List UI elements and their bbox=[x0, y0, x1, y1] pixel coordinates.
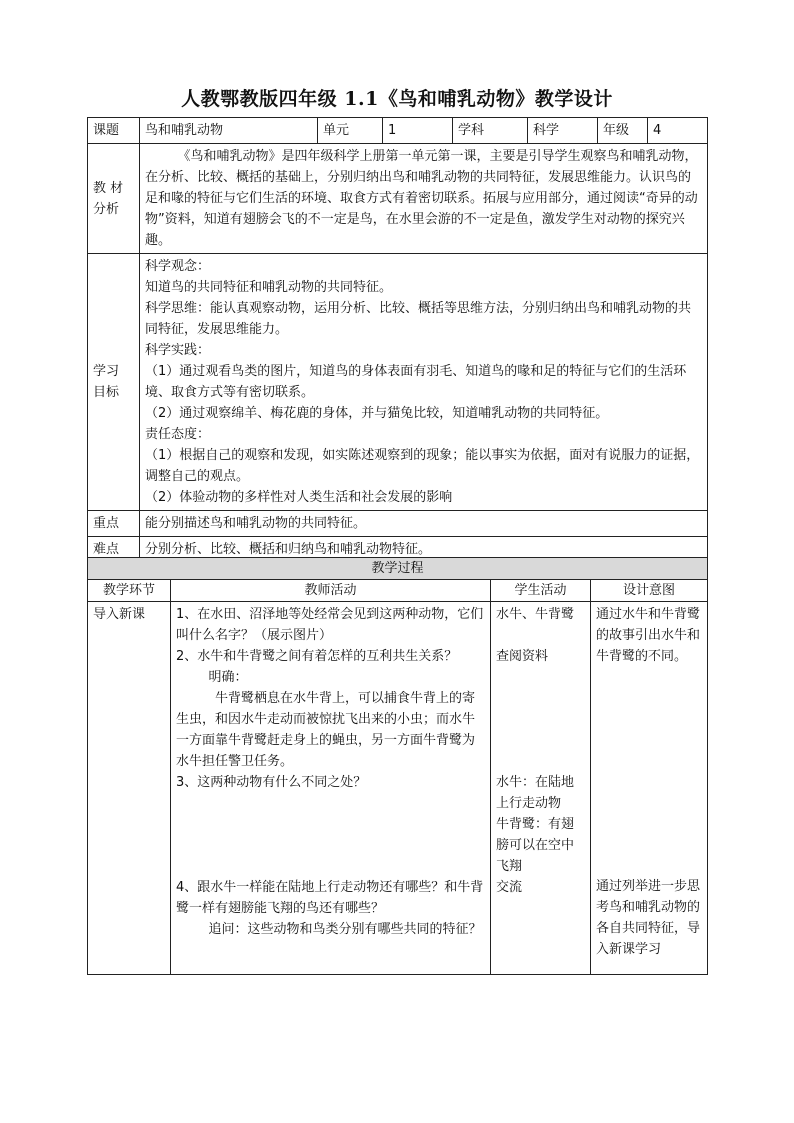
subject-value: 科学 bbox=[528, 118, 598, 144]
keypoint-label: 重点 bbox=[88, 511, 140, 537]
process-header-row bbox=[88, 580, 708, 602]
teacher-q4: 4、跟水牛一样能在陆地上行走动物还有哪些？和牛背鹭一样有翅膀能飞翔的鸟还有哪些？ bbox=[176, 880, 484, 916]
process-section-title: 教学过程 bbox=[88, 558, 708, 580]
objective-line: 科学观念： bbox=[145, 259, 211, 274]
objective-line: 科学实践： bbox=[145, 343, 211, 358]
unit-value: 1 bbox=[383, 118, 453, 144]
objective-line: （1）根据自己的观察和发现，如实陈述观察到的现象；能以事实为依据，面对有说服力的证据，调整自己的观点。 bbox=[145, 448, 700, 484]
teacher-activity-cell bbox=[171, 602, 491, 975]
keypoint-text: 能分别描述鸟和哺乳动物的共同特征。 bbox=[140, 511, 708, 537]
document-title: 人教鄂教版四年级 1.1《鸟和哺乳动物》教学设计 bbox=[181, 88, 613, 110]
header-intent: 设计意图 bbox=[591, 580, 708, 602]
grade-label: 年级 bbox=[598, 118, 648, 144]
info-row bbox=[88, 118, 708, 144]
analysis-row bbox=[88, 144, 708, 254]
teacher-q2-answer: 牛背鹭栖息在水牛背上，可以捕食牛背上的寄生虫，和因水牛走动而被惊扰飞出来的小虫；而水牛一方面靠牛背鹭赶走身上的蝇虫，另一方面牛背鹭为水牛担任警卫任务。 bbox=[176, 691, 476, 769]
objective-line: （1）通过观看鸟类的图片，知道鸟的身体表面有羽毛、知道鸟的喙和足的特征与它们的生活环境、取食方式等有密切联系。 bbox=[145, 364, 687, 400]
student-s4: 交流 bbox=[496, 880, 523, 895]
subject-label: 学科 bbox=[453, 118, 528, 144]
teacher-q2: 2、水牛和牛背鹭之间有着怎样的互利共生关系？ bbox=[176, 649, 458, 664]
header-teacher: 教师活动 bbox=[171, 580, 491, 602]
topic-label: 课题 bbox=[88, 118, 140, 144]
objectives-row bbox=[88, 254, 708, 511]
objectives-cell bbox=[140, 254, 708, 511]
objective-line: 知道鸟的共同特征和哺乳动物的共同特征。 bbox=[145, 280, 393, 295]
student-activity-cell bbox=[491, 602, 591, 975]
analysis-label bbox=[88, 144, 140, 254]
stage-cell: 导入新课 bbox=[88, 602, 171, 975]
lesson-info-table bbox=[87, 117, 708, 563]
unit-label: 单元 bbox=[318, 118, 383, 144]
objective-line: （2）体验动物的多样性对人类生活和社会发展的影响 bbox=[145, 490, 453, 505]
teacher-q1: 1、在水田、沼泽地等处经常会见到这两种动物，它们叫什么名字？（展示图片） bbox=[176, 607, 484, 643]
intent-i1: 通过水牛和牛背鹭的故事引出水牛和牛背鹭的不同。 bbox=[596, 607, 701, 664]
student-s3a: 水牛：在陆地上行走动物 bbox=[496, 775, 575, 811]
process-title-row bbox=[88, 558, 708, 580]
objectives-label bbox=[88, 254, 140, 511]
analysis-label-line2: 分析 bbox=[93, 201, 120, 217]
difficulty-label: 难点 bbox=[88, 537, 140, 563]
analysis-text-cell bbox=[140, 144, 708, 254]
student-s2: 查阅资料 bbox=[496, 649, 549, 664]
student-s3b: 牛背鹭：有翅膀可以在空中飞翔 bbox=[496, 817, 575, 874]
objectives-label-line2: 目标 bbox=[93, 385, 120, 400]
difficulty-text: 分别分析、比较、概括和归纳鸟和哺乳动物特征。 bbox=[140, 537, 708, 563]
intent-cell bbox=[591, 602, 708, 975]
topic-value: 鸟和哺乳动物 bbox=[140, 118, 318, 144]
header-stage: 教学环节 bbox=[88, 580, 171, 602]
intent-i2: 通过列举进一步思考鸟和哺乳动物的各自共同特征，导入新课学习 bbox=[596, 879, 701, 957]
objective-line: 科学思维：能认真观察动物，运用分析、比较、概括等思维方法，分别归纳出鸟和哺乳动物的共同特征，发展思维能力。 bbox=[145, 301, 692, 337]
student-s1: 水牛、牛背鹭 bbox=[496, 607, 575, 622]
objectives-label-line1: 学习 bbox=[93, 364, 120, 379]
process-row bbox=[88, 602, 708, 975]
objective-line: 责任态度： bbox=[145, 427, 211, 442]
analysis-label-line1: 教 材 bbox=[93, 180, 124, 196]
keypoint-row bbox=[88, 511, 708, 537]
teaching-process-table bbox=[87, 557, 708, 975]
teacher-q4-follow: 追问：这些动物和鸟类分别有哪些共同的特征？ bbox=[208, 922, 482, 937]
header-student: 学生活动 bbox=[491, 580, 591, 602]
grade-value: 4 bbox=[648, 118, 708, 144]
analysis-text: 《鸟和哺乳动物》是四年级科学上册第一单元第一课，主要是引导学生观察鸟和哺乳动物，在分析、比较、概括的基础上，分别归纳出鸟和哺乳动物的共同特征，发展思维能力。认识鸟的足和喙的特征与它们生活的环境、取食方式有着密切联系。拓展与应用部分，通过阅读“奇异的动物”资料，知道有翅膀会飞的不一定是鸟，在水里会游的不一定是鱼，激发学生对动物的探究兴趣。 bbox=[145, 149, 698, 248]
teacher-q2-clarify: 明确： bbox=[208, 670, 248, 685]
teacher-q3: 3、这两种动物有什么不同之处？ bbox=[176, 775, 367, 790]
objective-line: （2）通过观察绵羊、梅花鹿的身体，并与猫兔比较，知道哺乳动物的共同特征。 bbox=[145, 406, 609, 421]
